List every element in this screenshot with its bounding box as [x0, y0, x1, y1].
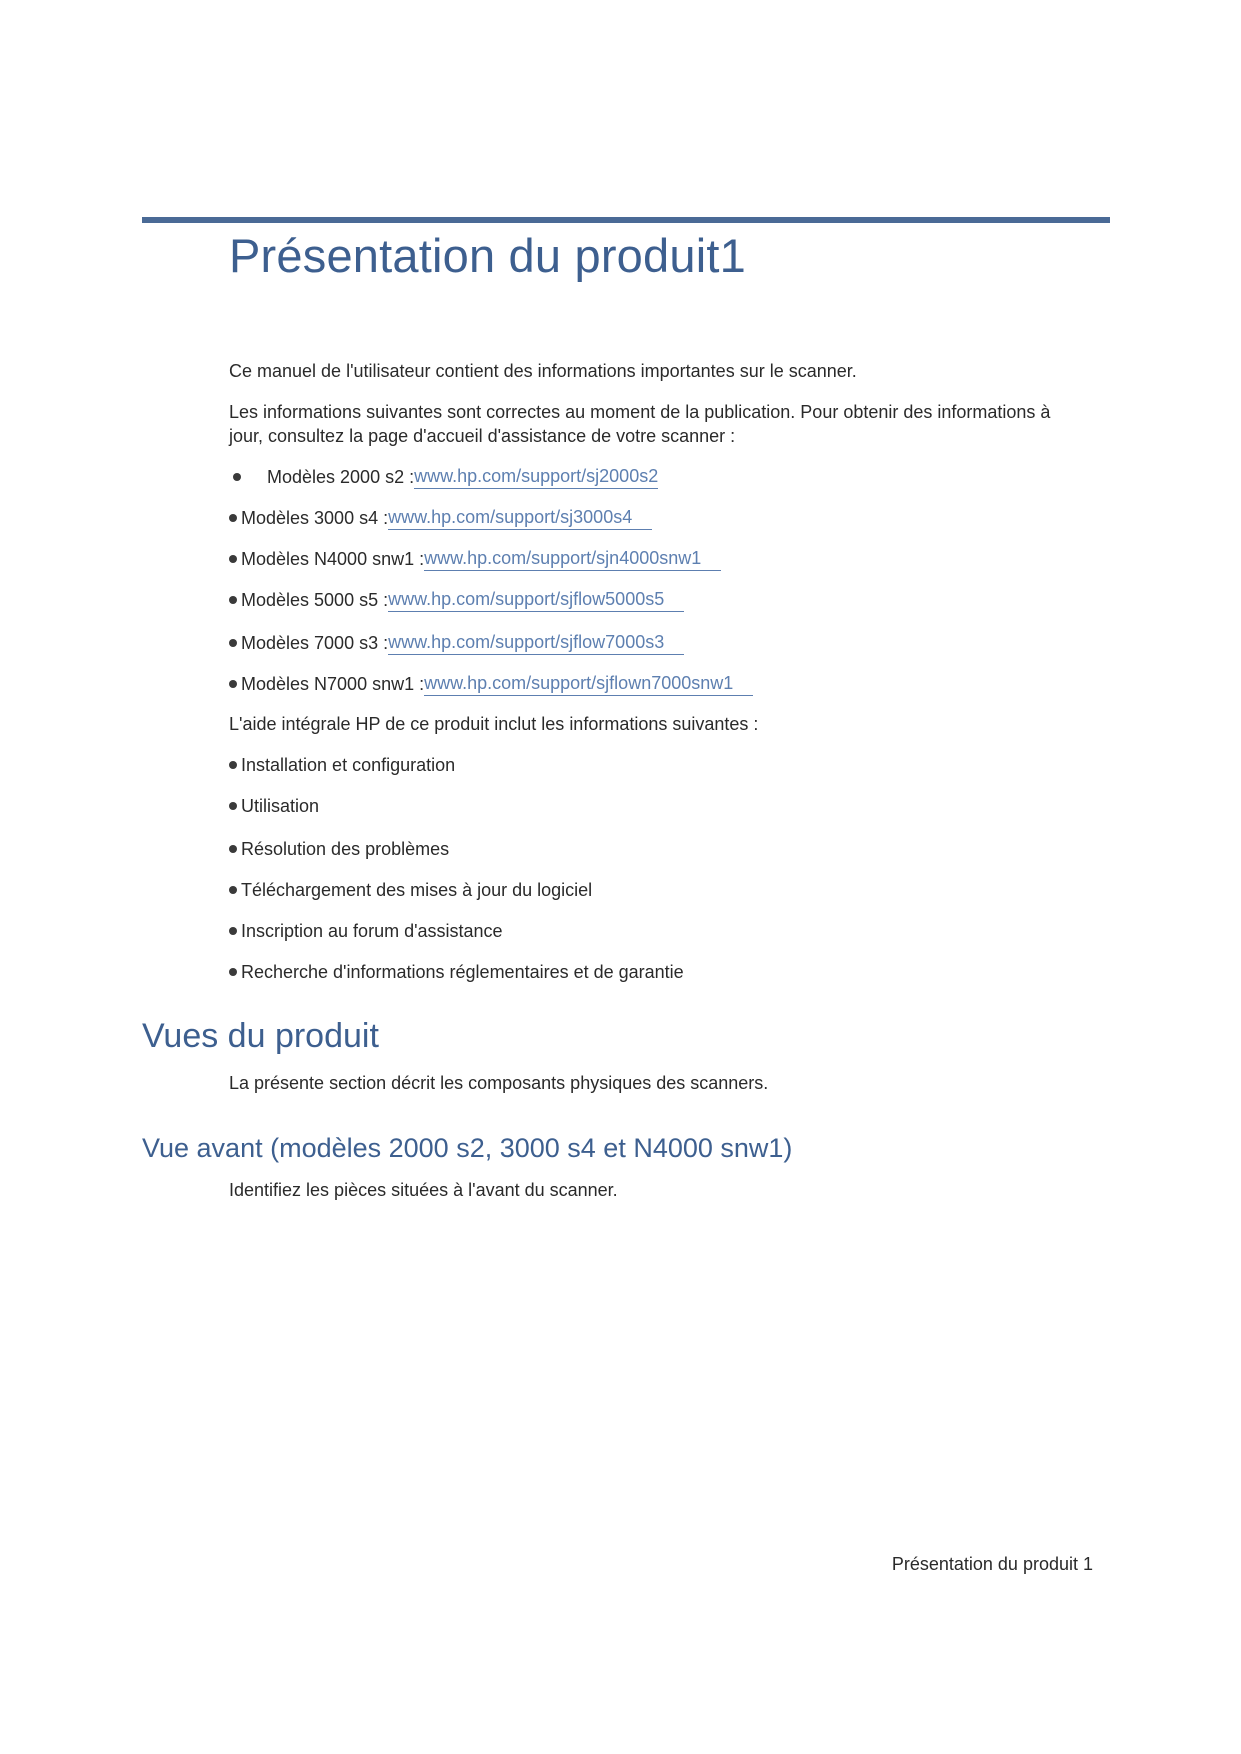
section-title-front-view: Vue avant (modèles 2000 s2, 3000 s4 et N4000 snw1)	[142, 1133, 793, 1163]
support-link-sjflow7000s3[interactable]: www.hp.com/support/sjflow7000s3	[388, 630, 684, 655]
intro-paragraph-1: Ce manuel de l'utilisateur contient des informations importantes sur le scanner.	[229, 361, 857, 381]
bullet-icon	[229, 802, 237, 810]
bullet-icon	[233, 473, 241, 481]
support-link-sj3000s4[interactable]: www.hp.com/support/sj3000s4	[388, 505, 652, 530]
chapter-rule	[142, 217, 1110, 223]
model-item-5000s5	[229, 587, 684, 612]
page-footer: Présentation du produit 1	[891, 1554, 1093, 1574]
model-label: Modèles 7000 s3 :	[241, 632, 389, 653]
model-item-3000s4	[229, 505, 652, 530]
bullet-icon	[229, 555, 237, 563]
help-item-label: Recherche d'informations réglementaires et de garantie	[241, 962, 684, 982]
model-item-n7000snw1	[229, 671, 753, 696]
model-label: Modèles 5000 s5 :	[241, 589, 389, 610]
help-item	[229, 878, 592, 902]
support-link-sjflow5000s5[interactable]: www.hp.com/support/sjflow5000s5	[388, 587, 684, 612]
support-link-sjflown7000snw1[interactable]: www.hp.com/support/sjflown7000snw1	[424, 671, 753, 696]
bullet-icon	[229, 927, 237, 935]
help-item-label: Installation et configuration	[241, 755, 456, 775]
help-intro: L'aide intégrale HP de ce produit inclut les informations suivantes :	[229, 714, 759, 734]
bullet-icon	[229, 886, 237, 894]
model-label: Modèles 2000 s2 :	[267, 466, 415, 487]
help-item-label: Utilisation	[241, 796, 320, 816]
bullet-icon	[229, 514, 237, 522]
intro-paragraph-2: Les informations suivantes sont correctes au moment de la publication. Pour obtenir des informations à jour, consultez la page d'accueil d'assistance de votre scanner :	[229, 402, 1051, 446]
help-item-label: Résolution des problèmes	[241, 839, 450, 859]
model-item-n4000snw1	[229, 546, 721, 571]
help-item-label: Téléchargement des mises à jour du logiciel	[241, 880, 593, 900]
help-item	[229, 794, 319, 818]
bullet-icon	[229, 596, 237, 604]
bullet-icon	[229, 968, 237, 976]
section-description-front-view: Identifiez les pièces situées à l'avant du scanner.	[229, 1180, 618, 1200]
help-item	[229, 960, 684, 984]
model-label: Modèles N7000 snw1 :	[241, 673, 425, 694]
help-item	[229, 837, 449, 861]
help-item	[229, 919, 503, 943]
support-link-sjn4000snw1[interactable]: www.hp.com/support/sjn4000snw1	[424, 546, 721, 571]
bullet-icon	[229, 639, 237, 647]
model-label: Modèles N4000 snw1 :	[241, 548, 425, 569]
support-link-sj2000s2[interactable]: www.hp.com/support/sj2000s2	[414, 464, 658, 489]
bullet-icon	[229, 845, 237, 853]
help-item-label: Inscription au forum d'assistance	[241, 921, 503, 941]
help-item	[229, 753, 455, 777]
bullet-icon	[229, 680, 237, 688]
section-description-product-views: La présente section décrit les composants physiques des scanners.	[229, 1073, 769, 1093]
bullet-icon	[229, 761, 237, 769]
model-item-7000s3	[229, 630, 684, 655]
model-label: Modèles 3000 s4 :	[241, 507, 389, 528]
section-title-product-views: Vues du produit	[142, 1017, 379, 1055]
model-item-2000s2	[229, 464, 658, 489]
chapter-title: Présentation du produit1	[229, 229, 746, 282]
